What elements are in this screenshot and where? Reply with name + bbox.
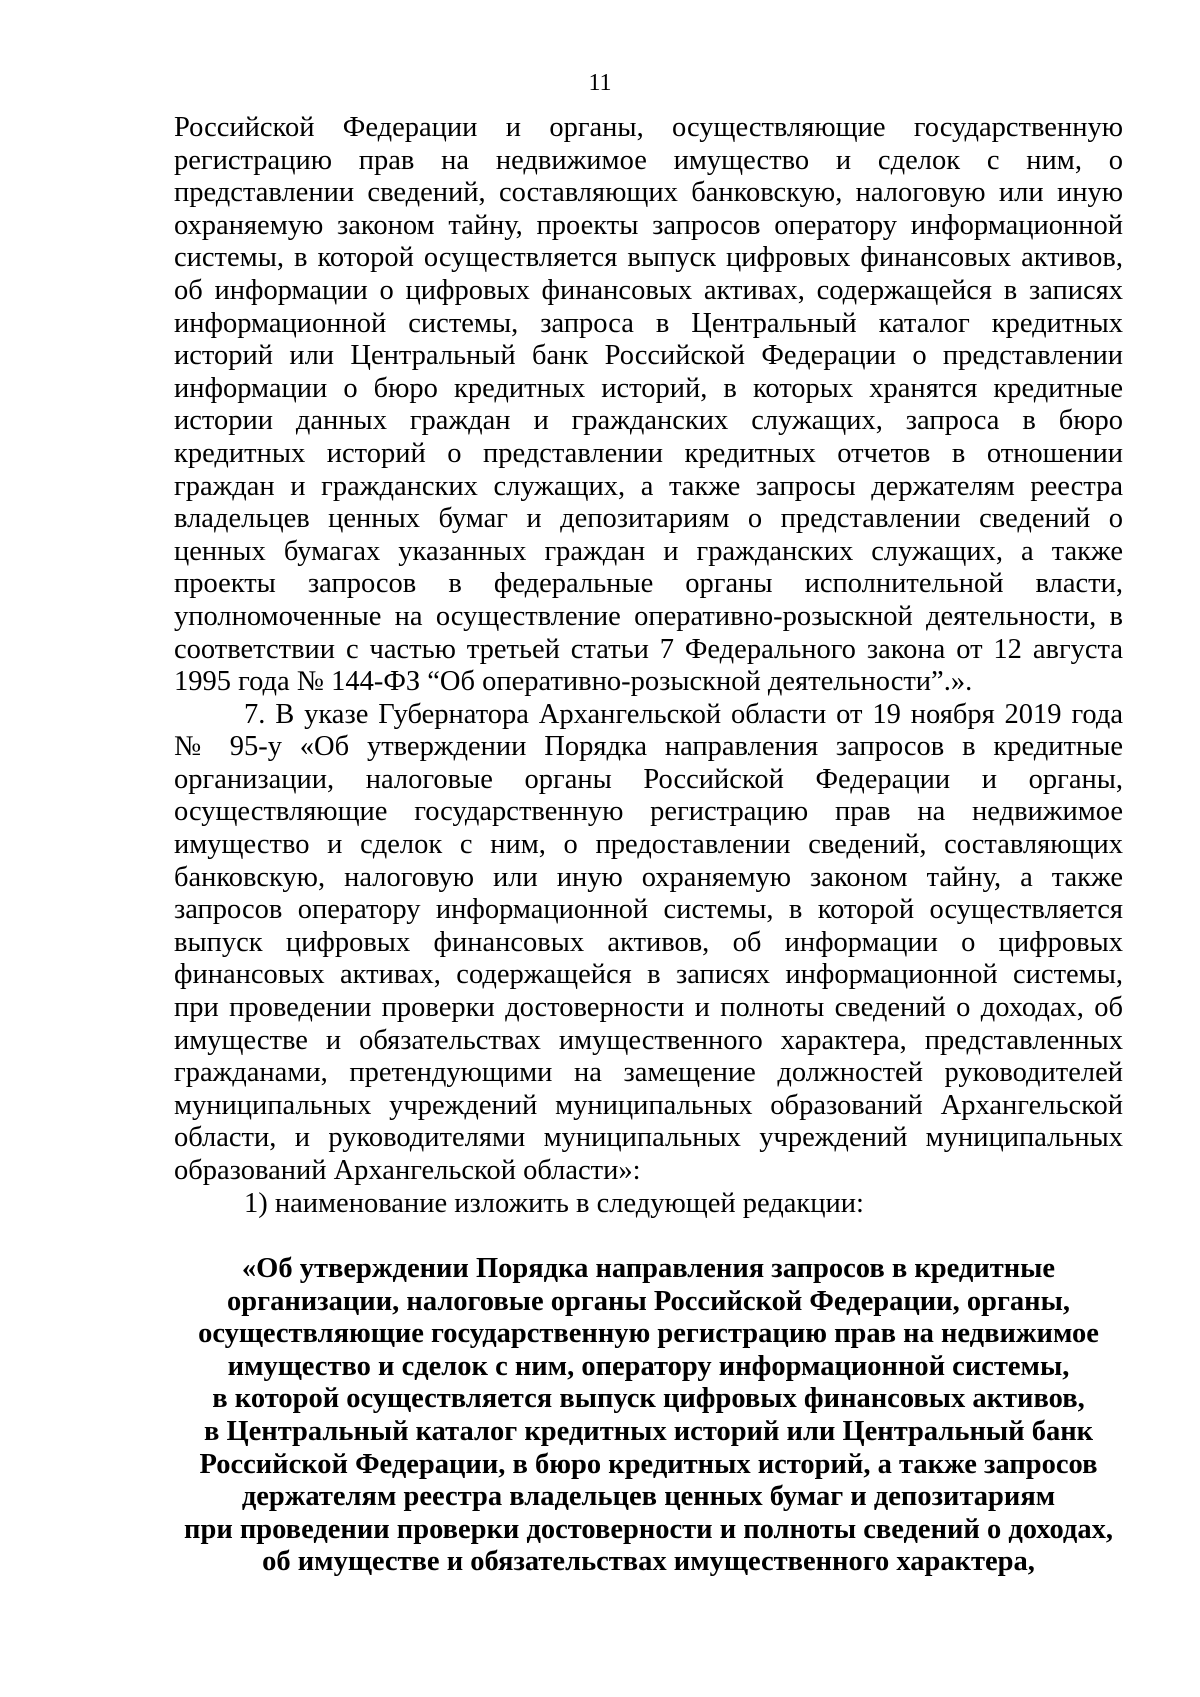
paragraph-subitem-1: 1) наименование изложить в следующей редакции: xyxy=(244,1187,864,1219)
paragraph-continuation: Российской Федерации и органы, осуществляющие государственную регистрацию прав на недвижимое имущество и сделок с ним, о представлении сведений, составляющих банковскую, налоговую или иную охраняемую законом тайну, проекты запросов оператору информационной системы, в которой осуществляется выпуск цифровых финансовых активов, об информации о цифровых финансовых активах, содержащейся в записях информационной системы, запроса в Центральный каталог кредитных историй или Центральный банк Российской Федерации о представлении информации о бюро кредитных историй, в которых хранятся кредитные истории данных граждан и гражданских служащих, запроса в бюро кредитных историй о представлении кредитных отчетов в отношении граждан и гражданских служащих, а также запросы держателям реестра владельцев ценных бумаг и депозитариям о представлении сведений о ценных бумагах указанных граждан и гражданских служащих, а также проекты запросов в федеральные органы исполнительной власти, уполномоченные на осуществление оперативно-розыскной деятельности, в соответствии с частью третьей статьи 7 Федерального закона от 12 августа 1995 года № 144-ФЗ “Об оперативно-розыскной деятельности”.». xyxy=(174,112,1123,698)
new-title-block xyxy=(174,1253,1123,1579)
title-line: «Об утверждении Порядка направления запросов в кредитные xyxy=(241,1253,1056,1284)
title-line: в Центральный каталог кредитных историй или Центральный банк xyxy=(203,1415,1094,1447)
title-line: организации, налоговые органы Российской Федерации, органы, xyxy=(227,1285,1070,1317)
page-number: 11 xyxy=(588,70,612,96)
title-line: осуществляющие государственную регистрацию прав на недвижимое xyxy=(198,1318,1099,1350)
title-line: держателям реестра владельцев ценных бумаг и депозитариям xyxy=(241,1481,1056,1513)
title-line: имущество и сделок с ним, оператору информационной системы, xyxy=(227,1350,1070,1382)
paragraph-item-7: 7. В указе Губернатора Архангельской области от 19 ноября 2019 года № 95-у «Об утверждении Порядка направления запросов в кредитные организации, налоговые органы Российской Федерации и органы, осуществляющие государственную регистрацию прав на недвижимое имущество и сделок с ним, о предоставлении сведений, составляющих банковскую, налоговую или иную охраняемую законом тайну, а также запросов оператору информационной системы, в которой осуществляется выпуск цифровых финансовых активов, об информации о цифровых финансовых активах, содержащейся в записях информационной системы, при проведении проверки достоверности и полноты сведений о доходах, об имуществе и обязательствах имущественного характера, представленных гражданами, претендующими на замещение должностей руководителей муниципальных учреждений муниципальных образований Архангельской области, и руководителями муниципальных учреждений муниципальных образований Архангельской области»: xyxy=(174,698,1123,1186)
document-body xyxy=(174,112,1123,1220)
title-line: Российской Федерации, в бюро кредитных историй, а также запросов xyxy=(199,1448,1098,1480)
title-line: при проведении проверки достоверности и полноты сведений о доходах, xyxy=(184,1513,1113,1545)
title-line: об имуществе и обязательствах имущественного характера, xyxy=(262,1546,1035,1578)
title-line: в которой осуществляется выпуск цифровых финансовых активов, xyxy=(212,1383,1085,1415)
